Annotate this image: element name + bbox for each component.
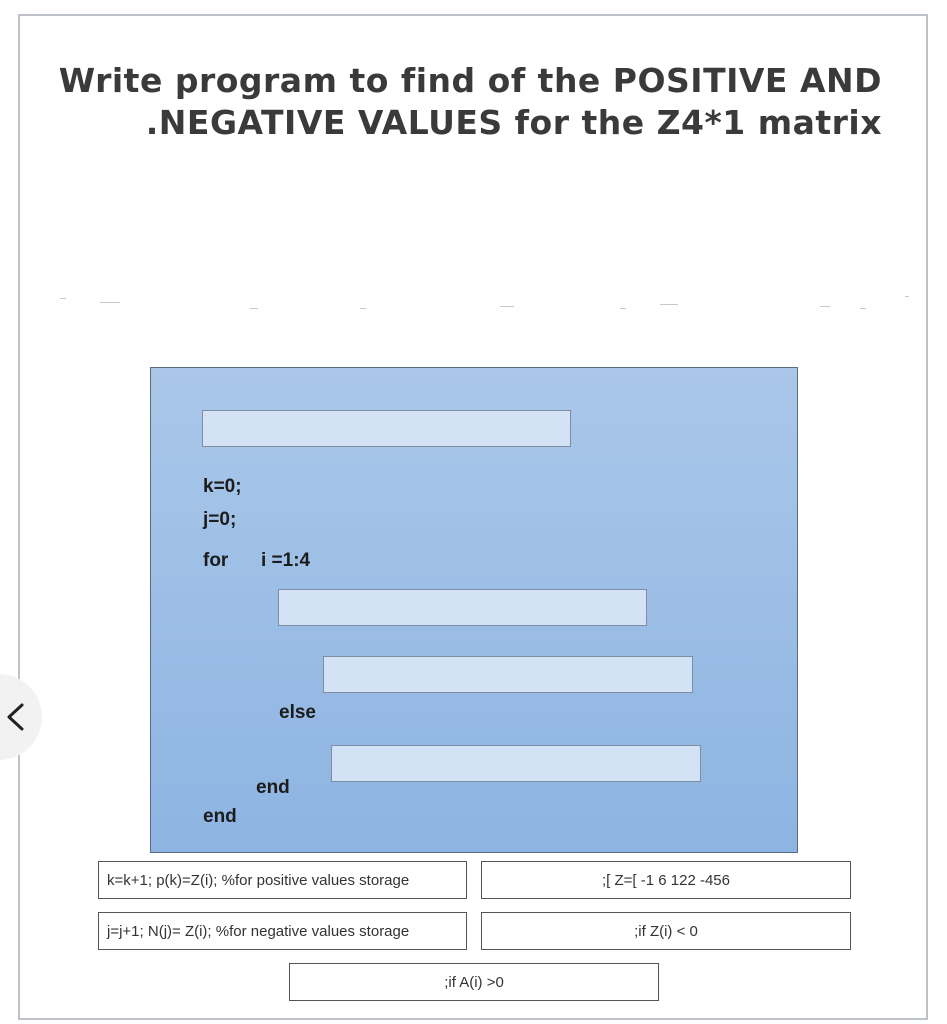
option-if-positive[interactable]: ;if A(i) >0 [289,963,659,1001]
code-line-k: k=0; [203,476,242,497]
drop-zone-1[interactable] [202,410,571,447]
option-positive-storage[interactable]: k=k+1; p(k)=Z(i); %for positive values storage [98,861,467,899]
title-line-2: .NEGATIVE VALUES for the Z4*1 matrix [145,103,882,142]
option-if-negative[interactable]: ;if Z(i) < 0 [481,912,851,950]
drop-zone-3[interactable] [323,656,693,693]
option-negative-storage[interactable]: j=j+1; N(j)= Z(i); %for negative values storage [98,912,467,950]
code-for-keyword: for [203,550,229,571]
chevron-left-icon [4,702,26,732]
code-end-inner: end [256,777,290,798]
drop-zone-4[interactable] [331,745,701,782]
code-panel [150,367,798,853]
code-line-j: j=0; [203,509,237,530]
question-title [59,60,882,144]
drop-zone-2[interactable] [278,589,647,626]
code-for-range: i =1:4 [261,550,311,571]
title-line-1: Write program to find of the POSITIVE AND [58,61,882,100]
option-z-definition[interactable]: ;[ Z=[ -1 6 122 -456 [481,861,851,899]
scan-artifact-line [60,292,930,322]
code-else: else [279,702,316,723]
code-end-outer: end [203,806,237,827]
